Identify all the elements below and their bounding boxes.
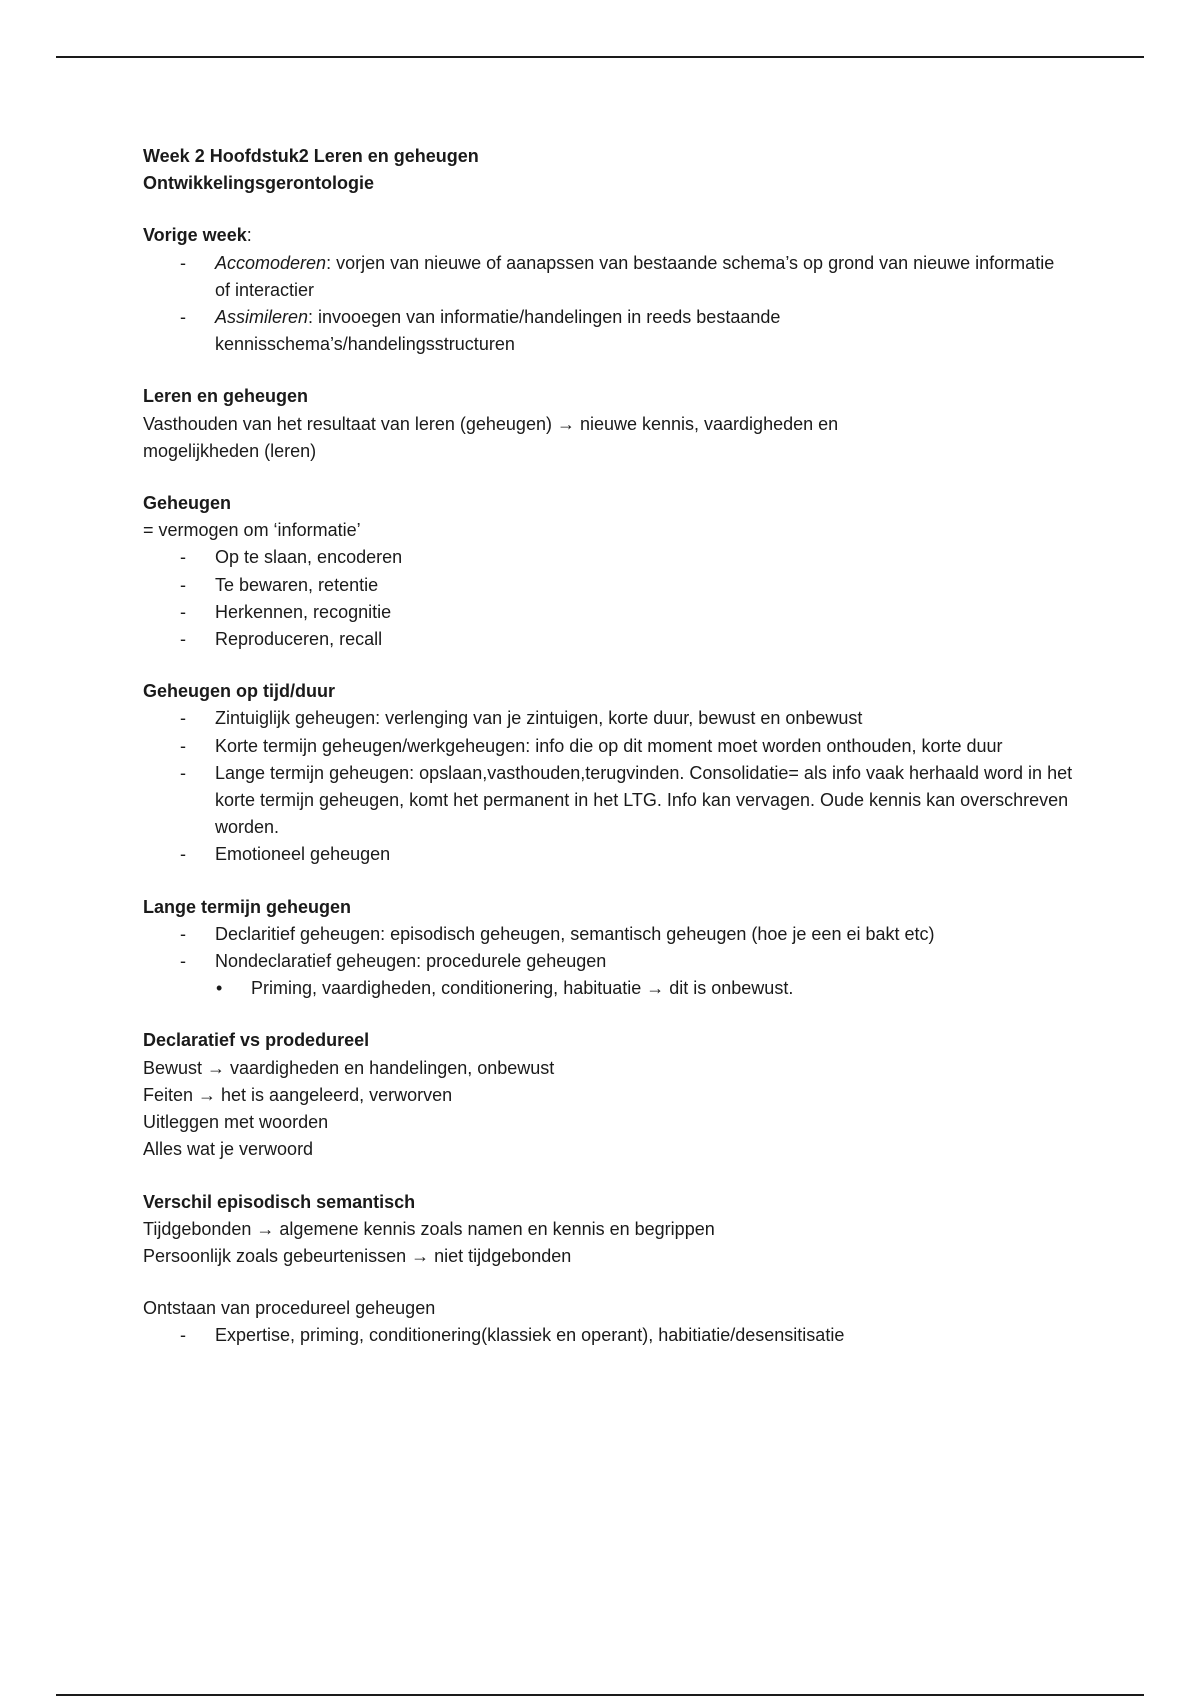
- list-item: [143, 599, 1073, 626]
- list-item-text: Lange termijn geheugen: opslaan,vasthouden,terugvinden. Consolidatie= als info vaak herhaald word in het korte termijn geheugen, komt het permanent in het LTG. Info kan vervagen. Oude kennis kan overschreven worden.: [215, 762, 1073, 838]
- dash-marker: -: [180, 547, 186, 568]
- list-item-text: Zintuiglijk geheugen: verlenging van je zintuigen, korte duur, bewust en onbewust: [215, 708, 863, 729]
- list-item: [143, 733, 1073, 760]
- section-heading: Verschil episodisch semantisch: [143, 1191, 416, 1212]
- dash-marker: -: [180, 629, 186, 650]
- section-verschil-episodisch-semantisch: [143, 1189, 1073, 1271]
- section-heading: [143, 222, 1073, 249]
- section-lange-termijn-geheugen: [143, 894, 1073, 1003]
- dash-marker: -: [180, 252, 186, 273]
- paragraph-line: Bewust → vaardigheden en handelingen, onbewust: [143, 1057, 555, 1078]
- paragraph-line: Feiten → het is aangeleerd, verworven: [143, 1084, 453, 1105]
- bullet-marker: •: [216, 978, 223, 999]
- list-item: [143, 250, 1073, 304]
- heading-text: Vorige week: [143, 225, 247, 246]
- document-subtitle: Ontwikkelingsgerontologie: [143, 173, 375, 194]
- list-item: [143, 948, 1073, 975]
- paragraph-line: Persoonlijk zoals gebeurtenissen → niet tijdgebonden: [143, 1245, 572, 1266]
- document-body: [143, 143, 1073, 1350]
- dash-marker: -: [180, 735, 186, 756]
- section-leren-en-geheugen: [143, 383, 1073, 465]
- term: Accomoderen: [215, 252, 327, 273]
- dash-marker: -: [180, 844, 186, 865]
- section-declaratief-vs-procedureel: [143, 1027, 1073, 1163]
- dash-marker: -: [180, 1325, 186, 1346]
- heading-colon: :: [246, 225, 252, 246]
- dash-marker: -: [180, 307, 186, 328]
- dash-marker: -: [180, 708, 186, 729]
- list-item: [143, 841, 1073, 868]
- dash-marker: -: [180, 762, 186, 783]
- section-geheugen: [143, 490, 1073, 653]
- definition: : invooegen van informatie/handelingen in reeds bestaande kennisschema’s/handelingsstructuren: [215, 307, 781, 355]
- paragraph-line: Tijdgebonden → algemene kennis zoals namen en kennis en begrippen: [143, 1218, 715, 1239]
- list-item: [143, 760, 1073, 842]
- sub-list-item: [143, 975, 1073, 1002]
- definition-intro: = vermogen om ‘informatie’: [143, 520, 361, 541]
- list-item-text: Te bewaren, retentie: [215, 574, 379, 595]
- list-item-text: Reproduceren, recall: [215, 629, 383, 650]
- list-item-text: Emotioneel geheugen: [215, 844, 391, 865]
- section-geheugen-op-tijd-duur: [143, 678, 1073, 868]
- list-item-text: Expertise, priming, conditionering(klassiek en operant), habitiatie/desensitisatie: [215, 1325, 845, 1346]
- list-item: [143, 572, 1073, 599]
- section-heading: Geheugen: [143, 493, 232, 514]
- list-item-text: Op te slaan, encoderen: [215, 547, 403, 568]
- term: Assimileren: [215, 307, 309, 328]
- list-item: [143, 1322, 1073, 1349]
- section-heading: Geheugen op tijd/duur: [143, 681, 335, 702]
- section-heading: Lange termijn geheugen: [143, 896, 352, 917]
- list-item: [143, 921, 1073, 948]
- document-title: Week 2 Hoofdstuk2 Leren en geheugen: [143, 146, 479, 166]
- list-item-text: Herkennen, recognitie: [215, 601, 392, 622]
- section-ontstaan-procedureel-geheugen: [143, 1295, 1073, 1349]
- paragraph-line: Vasthouden van het resultaat van leren (geheugen) → nieuwe kennis, vaardigheden en: [143, 413, 839, 434]
- dash-marker: -: [180, 601, 186, 622]
- paragraph-line: Uitleggen met woorden: [143, 1112, 329, 1133]
- list-item-text: Korte termijn geheugen/werkgeheugen: info die op dit moment moet worden onthouden, korte duur: [215, 735, 1003, 756]
- section-title: Ontstaan van procedureel geheugen: [143, 1298, 436, 1319]
- dash-marker: -: [180, 951, 186, 972]
- definition: : vorjen van nieuwe of aanapssen van bestaande schema’s op grond van nieuwe informatie of interactier: [215, 252, 1055, 300]
- list-item-text: Nondeclaratief geheugen: procedurele geheugen: [215, 951, 607, 972]
- section-heading: Declaratief vs prodedureel: [143, 1030, 370, 1051]
- section-vorige-week: [143, 222, 1073, 358]
- dash-marker: -: [180, 574, 186, 595]
- dash-marker: -: [180, 923, 186, 944]
- paragraph-line: mogelijkheden (leren): [143, 440, 317, 461]
- list-item: [143, 544, 1073, 571]
- list-item: [143, 705, 1073, 732]
- sub-list-item-text: Priming, vaardigheden, conditionering, habituatie → dit is onbewust.: [251, 978, 794, 999]
- paragraph-line: Alles wat je verwoord: [143, 1139, 314, 1160]
- section-heading: Leren en geheugen: [143, 386, 309, 407]
- list-item-text: Declaritief geheugen: episodisch geheugen, semantisch geheugen (hoe je een ei bakt etc): [215, 923, 935, 944]
- list-item: [143, 304, 1073, 358]
- footer-rule: [56, 1694, 1144, 1696]
- list-item: [143, 626, 1073, 653]
- header-rule: [56, 56, 1144, 58]
